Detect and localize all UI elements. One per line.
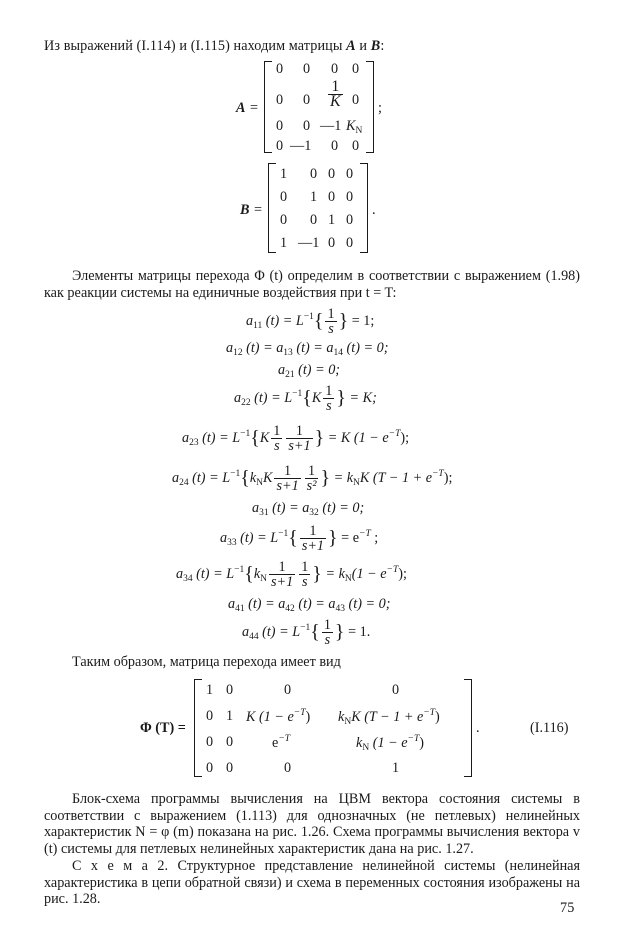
matrix-b-cell: 0 [280, 212, 288, 228]
matrix-b-cell: 0 [328, 189, 336, 205]
matrix-phi-cell-kn: $k_NK$ $(T - 1 + e^{-T})$ [338, 708, 440, 727]
matrix-a-cell: 0 [303, 118, 311, 134]
matrix-b-cell: 0 [328, 235, 336, 251]
matrix-a-fraction [328, 80, 343, 109]
intro-and: и [355, 38, 371, 54]
symbol-b: B [370, 38, 381, 54]
matrix-b-cell: 0 [346, 189, 354, 205]
equation-a33: $a_{33}$ $(t) = L^{-1}${ $\frac{1}{s+1}$ } = $e^{-T}$ ; [220, 523, 379, 554]
matrix-a-cell: 0 [276, 61, 284, 77]
equation-number: (I.116) [530, 720, 569, 736]
matrix-a-cell: 0 [331, 138, 339, 154]
kn-sub: N [355, 126, 363, 136]
matrix-a-cell: 0 [352, 61, 360, 77]
matrix-phi-cell: 0 [226, 760, 234, 776]
matrix-b-cell: 1 [310, 189, 318, 205]
matrix-a-label: A [236, 100, 246, 116]
page-number: 75 [560, 900, 575, 916]
matrix-b-cell: 0 [328, 166, 336, 182]
matrix-a-cell: 0 [352, 138, 360, 154]
matrix-b-cell: 1 [280, 235, 288, 251]
matrix-phi-cell-kn2: $k_N$ $(1 - e^{-T})$ [356, 734, 424, 753]
matrix-b-period: . [372, 202, 376, 218]
kn-k: K [346, 118, 356, 134]
matrix-b-cell: 0 [310, 166, 318, 182]
matrix-a-cell: 0 [303, 61, 311, 77]
matrix-a-cell: 0 [276, 92, 284, 108]
matrix-phi-right-bracket [464, 679, 472, 777]
intro-colon: : [380, 38, 385, 54]
equation-a44: $a_{44}$ $(t) = L^{-1}${ $\frac{1}{s}$ } = 1. [242, 617, 371, 648]
matrix-b-cell: 0 [346, 235, 354, 251]
matrix-a-right-bracket [366, 61, 374, 153]
matrix-b-cell: 1 [280, 166, 288, 182]
equation-a12: $a_{12}$ $(t) = a_{13}$ $(t) = a_{14}$ (t) = 0; [226, 340, 389, 358]
matrix-b-cell: 0 [346, 212, 354, 228]
paragraph-scheme-2: С х е м а 2. Структурное представление нелинейной системы (нелинейная характеристика в цепи обратной связи) и схема в переменных состояния изображены на рис. 1.28. [44, 858, 580, 908]
matrix-a [0, 58, 620, 158]
equation-a11: $a_{11}$ $(t) = L^{-1}${ $\frac{1}{s}$ } = 1; [246, 306, 375, 337]
matrix-phi-cell: 0 [284, 682, 292, 698]
matrix-a-cell: 0 [303, 92, 311, 108]
matrix-a-left-bracket [264, 61, 272, 153]
matrix-phi-cell: 1 [226, 708, 234, 724]
matrix-b-cell: 0 [346, 166, 354, 182]
matrix-a-cell: 0 [331, 61, 339, 77]
intro-text: Из выражений (I.114) и (I.115) находим матрицы [44, 38, 347, 54]
matrix-phi-cell-exp: $e^{-T}$ [272, 734, 291, 751]
matrix-b-cell: 1 [328, 212, 336, 228]
equation-a21: $a_{21}$ (t) = 0; [278, 362, 341, 380]
matrix-b-label: B [240, 202, 250, 218]
matrix-phi-cell: 0 [226, 682, 234, 698]
matrix-phi-cell: 0 [226, 734, 234, 750]
symbol-a: A [346, 38, 356, 54]
fraction-numerator: 1 [328, 80, 343, 95]
matrix-a-semicolon: ; [378, 100, 382, 116]
matrix-a-cell: 0 [352, 92, 360, 108]
intro-line [44, 38, 384, 54]
matrix-a-cell: 0 [276, 138, 284, 154]
matrix-phi-cell: 1 [392, 760, 400, 776]
paragraph-block-schema: Блок-схема программы вычисления на ЦВМ вектора состояния системы в соответствии с выражением (1.113) для однозначных (не петлевых) нелинейных характеристик N = φ (m) показана на рис. 1.26. Схема программы вычисления вектора v (t) системы для петлевых нелинейных характеристик дана на рис. 1.27. [44, 791, 580, 857]
paragraph-thus: Таким образом, матрица перехода имеет вид [72, 654, 341, 670]
matrix-phi-cell: 0 [206, 760, 214, 776]
equation-a34: $a_{34}$ $(t) = L^{-1}\{k_N$ $\frac{1}{s+1}$ $\frac{1}{s}$ } = $k_N(1 - e^{-T})$; [176, 559, 407, 590]
matrix-b-left-bracket [268, 163, 276, 253]
matrix-b-cell: 0 [310, 212, 318, 228]
equation-a41: $a_{41}$ $(t) = a_{42}$ $(t) = a_{43}$ (t) = 0; [228, 596, 391, 614]
matrix-phi-cell: 0 [206, 708, 214, 724]
matrix-b-cell: 0 [280, 189, 288, 205]
matrix-phi-cell-k: K $(1 - e^{-T})$ [246, 708, 311, 725]
matrix-phi-cell: 0 [392, 682, 400, 698]
matrix-a-cell: 0 [276, 118, 284, 134]
matrix-b-right-bracket [360, 163, 368, 253]
matrix-phi-label: Φ (T) = [140, 720, 186, 736]
matrix-phi-cell: 1 [206, 682, 214, 698]
matrix-phi-left-bracket [194, 679, 202, 777]
matrix-phi-period: . [476, 720, 480, 736]
matrix-a-eq: = [250, 100, 259, 116]
matrix-a-cell: —1 [290, 138, 312, 154]
fraction-denominator: K [330, 93, 341, 110]
matrix-phi-cell: 0 [284, 760, 292, 776]
matrix-a-cell: —1 [320, 118, 342, 134]
equation-a24: $a_{24}$ $(t) = L^{-1}\{k_NK$ $\frac{1}{s+1}$ $\frac{1}{\text{s²}}$ } = $k_NK$ $(T - 1 + e^{-T})$; [172, 463, 453, 494]
paragraph-transition: Элементы матрицы перехода Φ (t) определим в соответствии с выражением (1.98) как реакции системы на единичные воздействия при t = T: [44, 268, 580, 301]
equation-a23: $a_{23}$ $(t) = L^{-1}\{K$ $\frac{1}{s}$ $\frac{1}{s+1}$ } = K $(1 - e^{-T})$; [182, 423, 410, 454]
matrix-phi [0, 676, 620, 780]
equation-a31: $a_{31}$ $(t) = a_{32}$ (t) = 0; [252, 500, 365, 518]
matrix-b [0, 160, 620, 256]
matrix-a-cell-kn [346, 118, 362, 136]
matrix-b-cell: —1 [298, 235, 320, 251]
matrix-phi-cell: 0 [206, 734, 214, 750]
matrix-b-eq: = [254, 202, 263, 218]
equation-a22: $a_{22}$ $(t) = L^{-1}\{K$ $\frac{1}{s}$ } = K; [234, 383, 377, 414]
